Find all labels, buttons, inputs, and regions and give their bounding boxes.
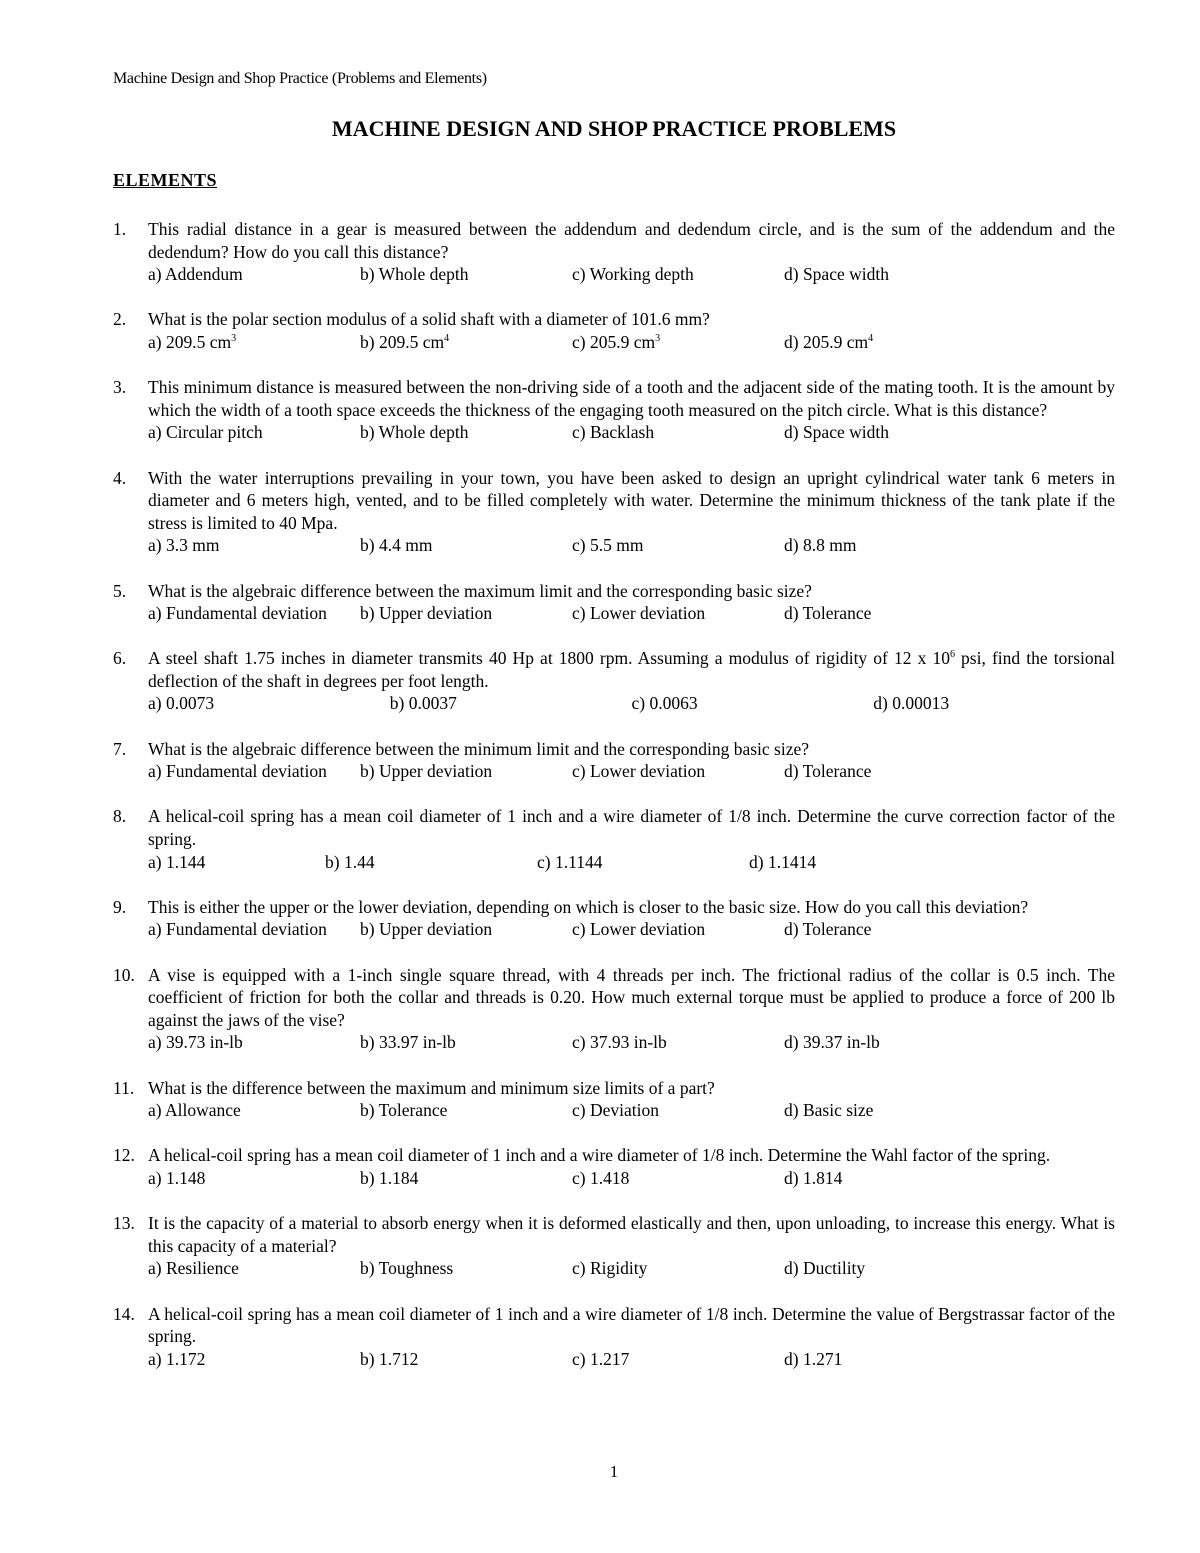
question-10 bbox=[113, 964, 1115, 1054]
exponent: 6 bbox=[949, 649, 955, 661]
choice-d: d) Tolerance bbox=[784, 603, 872, 624]
choice-c: c) 5.5 mm bbox=[572, 535, 644, 556]
unit-exponent: 4 bbox=[444, 332, 450, 344]
choice-c: c) 205.9 $cm^3$ bbox=[572, 331, 661, 352]
question-number: 9. bbox=[113, 896, 127, 917]
choice-c: c) 1.1144 bbox=[537, 851, 603, 872]
question-number: 7. bbox=[113, 738, 127, 759]
unit-exponent: 3 bbox=[231, 332, 237, 344]
choice-c: c) 0.0063 bbox=[631, 693, 698, 714]
choice-a: a) Resilience bbox=[148, 1258, 239, 1279]
question-text: What is the polar section modulus of a solid shaft with a diameter of 101.6 mm? bbox=[148, 309, 710, 330]
question-text: A helical-coil spring has a mean coil diameter of 1 inch and a wire diameter of 1/8 inch. Determine the curve correction factor of the spring. bbox=[148, 806, 1115, 850]
question-text: This radial distance in a gear is measured between the addendum and dedendum circle, and is the sum of the addendum and the dedendum? How do you call this distance? bbox=[148, 219, 1115, 262]
unit-exponent: 4 bbox=[868, 332, 874, 344]
question-text: A steel shaft 1.75 inches in diameter transmits 40 Hp at 1800 rpm. Assuming a modulus of rigidity of 12 x $10^6$ psi, find the torsional deflection of the shaft in degrees per foot length. bbox=[148, 648, 1115, 691]
answer-choices bbox=[148, 331, 1115, 354]
choice-a: a) Addendum bbox=[148, 264, 243, 285]
choice-a: a) Allowance bbox=[148, 1100, 241, 1121]
choice-d: d) Space width bbox=[784, 422, 889, 443]
unit-exponent: 3 bbox=[655, 332, 661, 344]
question-text: This minimum distance is measured between the non-driving side of a tooth and the adjacent side of the mating tooth. It is the amount by which the width of a tooth space exceeds the thickness of the engaging tooth measured on the pitch circle. What is this distance? bbox=[148, 377, 1115, 420]
question-number: 6. bbox=[113, 648, 127, 669]
choice-d: d) Tolerance bbox=[784, 761, 872, 782]
choice-d: d) Ductility bbox=[784, 1258, 866, 1279]
answer-choices bbox=[148, 602, 1115, 625]
question-number: 8. bbox=[113, 806, 127, 827]
answer-choices bbox=[148, 918, 1115, 941]
question-text: What is the difference between the maximum and minimum size limits of a part? bbox=[148, 1077, 715, 1098]
choice-a: a) 1.172 bbox=[148, 1348, 206, 1369]
answer-choices bbox=[148, 1099, 1115, 1122]
choice-a: a) Fundamental deviation bbox=[148, 603, 327, 624]
question-text: A vise is equipped with a 1-inch single square thread, with 4 threads per inch. The frictional radius of the collar is 0.5 inch. The coefficient of friction for both the collar and threads is 0.20. How much external torque must be applied to produce a force of 200 lb against the jaws of the vise? bbox=[148, 964, 1115, 1030]
question-number: 4. bbox=[113, 467, 127, 488]
question-7 bbox=[113, 738, 1115, 783]
question-5 bbox=[113, 580, 1115, 625]
choice-c: c) Rigidity bbox=[572, 1258, 648, 1279]
question-text: This is either the upper or the lower deviation, depending on which is closer to the basic size. How do you call this deviation? bbox=[148, 896, 1029, 917]
question-2 bbox=[113, 308, 1115, 353]
answer-choices bbox=[148, 421, 1115, 444]
choice-a: a) 1.148 bbox=[148, 1167, 206, 1188]
choice-b: b) 4.4 mm bbox=[360, 535, 433, 556]
choice-b: b) Whole depth bbox=[360, 264, 469, 285]
choice-d: d) Tolerance bbox=[784, 919, 872, 940]
choice-d: d) 39.37 in-lb bbox=[784, 1032, 880, 1053]
choice-b: b) Whole depth bbox=[360, 422, 469, 443]
question-4 bbox=[113, 467, 1115, 557]
choice-a: a) 209.5 $cm^3$ bbox=[148, 331, 237, 352]
question-14 bbox=[113, 1303, 1115, 1371]
choice-c: c) Lower deviation bbox=[572, 761, 706, 782]
question-number: 14. bbox=[113, 1303, 135, 1324]
choice-d: d) 205.9 $cm^4$ bbox=[784, 331, 874, 352]
choice-d: d) 8.8 mm bbox=[784, 535, 857, 556]
section-heading: ELEMENTS bbox=[113, 170, 218, 190]
choice-c: c) 1.418 bbox=[572, 1167, 630, 1188]
question-8 bbox=[113, 805, 1115, 873]
question-text: A helical-coil spring has a mean coil diameter of 1 inch and a wire diameter of 1/8 inch. Determine the value of Bergstrassar factor of the spring. bbox=[148, 1303, 1115, 1347]
choice-b: b) 1.184 bbox=[360, 1167, 419, 1188]
answer-choices bbox=[148, 263, 1115, 286]
choice-b: b) Upper deviation bbox=[360, 919, 493, 940]
question-number: 1. bbox=[113, 219, 127, 239]
choice-c: c) 1.217 bbox=[572, 1348, 630, 1369]
choice-a: a) Fundamental deviation bbox=[148, 761, 327, 782]
choice-a: a) 39.73 in-lb bbox=[148, 1032, 243, 1053]
choice-d: d) 0.00013 bbox=[873, 693, 950, 714]
choice-b: b) 0.0037 bbox=[389, 693, 457, 714]
question-13 bbox=[113, 1212, 1115, 1280]
choice-b: b) 209.5 $cm^4$ bbox=[360, 331, 450, 352]
question-text: What is the algebraic difference between the maximum limit and the corresponding basic size? bbox=[148, 580, 812, 601]
question-text: A helical-coil spring has a mean coil diameter of 1 inch and a wire diameter of 1/8 inch. Determine the Wahl factor of the spring. bbox=[148, 1145, 1051, 1166]
answer-choices bbox=[148, 692, 1115, 715]
question-3 bbox=[113, 376, 1115, 444]
choice-b: b) Upper deviation bbox=[360, 761, 493, 782]
question-number: 3. bbox=[113, 377, 127, 398]
choice-d: d) 1.271 bbox=[784, 1348, 843, 1369]
question-1 bbox=[113, 218, 1115, 286]
choice-c: c) Backlash bbox=[572, 422, 655, 443]
choice-b: b) Tolerance bbox=[360, 1100, 448, 1121]
question-text: It is the capacity of a material to absorb energy when it is deformed elastically and then, upon unloading, to increase this energy. What is this capacity of a material? bbox=[148, 1213, 1115, 1256]
choice-c: c) 37.93 in-lb bbox=[572, 1032, 667, 1053]
answer-choices bbox=[148, 1348, 1115, 1371]
question-number: 10. bbox=[113, 964, 135, 985]
question-number: 5. bbox=[113, 580, 127, 601]
choice-b: b) 1.712 bbox=[360, 1348, 419, 1369]
page-number: 1 bbox=[609, 1462, 619, 1481]
running-header: Machine Design and Shop Practice (Problems and Elements) bbox=[113, 70, 487, 87]
choice-c: c) Lower deviation bbox=[572, 919, 706, 940]
choice-d: d) Basic size bbox=[784, 1100, 874, 1121]
choice-d: d) 1.814 bbox=[784, 1167, 843, 1188]
choice-a: a) Circular pitch bbox=[148, 422, 263, 443]
question-text: What is the algebraic difference between the minimum limit and the corresponding basic size? bbox=[148, 738, 810, 759]
question-list bbox=[113, 218, 1115, 1370]
answer-choices bbox=[148, 760, 1115, 783]
choice-c: c) Deviation bbox=[572, 1100, 659, 1121]
choice-a: a) 0.0073 bbox=[148, 693, 215, 714]
question-number: 2. bbox=[113, 309, 127, 330]
choice-b: b) Toughness bbox=[360, 1258, 454, 1279]
document-title: MACHINE DESIGN AND SHOP PRACTICE PROBLEMS bbox=[331, 116, 897, 141]
choice-a: a) 1.144 bbox=[148, 851, 206, 872]
choice-a: a) Fundamental deviation bbox=[148, 919, 327, 940]
choice-b: b) Upper deviation bbox=[360, 603, 493, 624]
question-9 bbox=[113, 896, 1115, 941]
answer-choices bbox=[148, 1031, 1115, 1054]
choice-c: c) Working depth bbox=[572, 264, 694, 285]
answer-choices bbox=[148, 1167, 1115, 1190]
question-text: With the water interruptions prevailing in your town, you have been asked to design an upright cylindrical water tank 6 meters in diameter and 6 meters high, vented, and to be filled completely with water. Determine the minimum thickness of the tank plate if the stress is limited to 40 Mpa. bbox=[148, 467, 1115, 533]
question-11 bbox=[113, 1077, 1115, 1122]
question-number: 13. bbox=[113, 1213, 135, 1234]
answer-choices bbox=[148, 851, 1115, 874]
choice-c: c) Lower deviation bbox=[572, 603, 706, 624]
question-6 bbox=[113, 647, 1115, 715]
choice-a: a) 3.3 mm bbox=[148, 535, 220, 556]
answer-choices bbox=[148, 534, 1115, 557]
question-number: 11. bbox=[113, 1077, 135, 1098]
choice-d: d) 1.1414 bbox=[749, 851, 817, 872]
choice-b: b) 33.97 in-lb bbox=[360, 1032, 456, 1053]
answer-choices bbox=[148, 1257, 1115, 1280]
question-12 bbox=[113, 1144, 1115, 1189]
choice-d: d) Space width bbox=[784, 264, 889, 285]
choice-b: b) 1.44 bbox=[325, 851, 375, 872]
question-number: 12. bbox=[113, 1145, 135, 1166]
